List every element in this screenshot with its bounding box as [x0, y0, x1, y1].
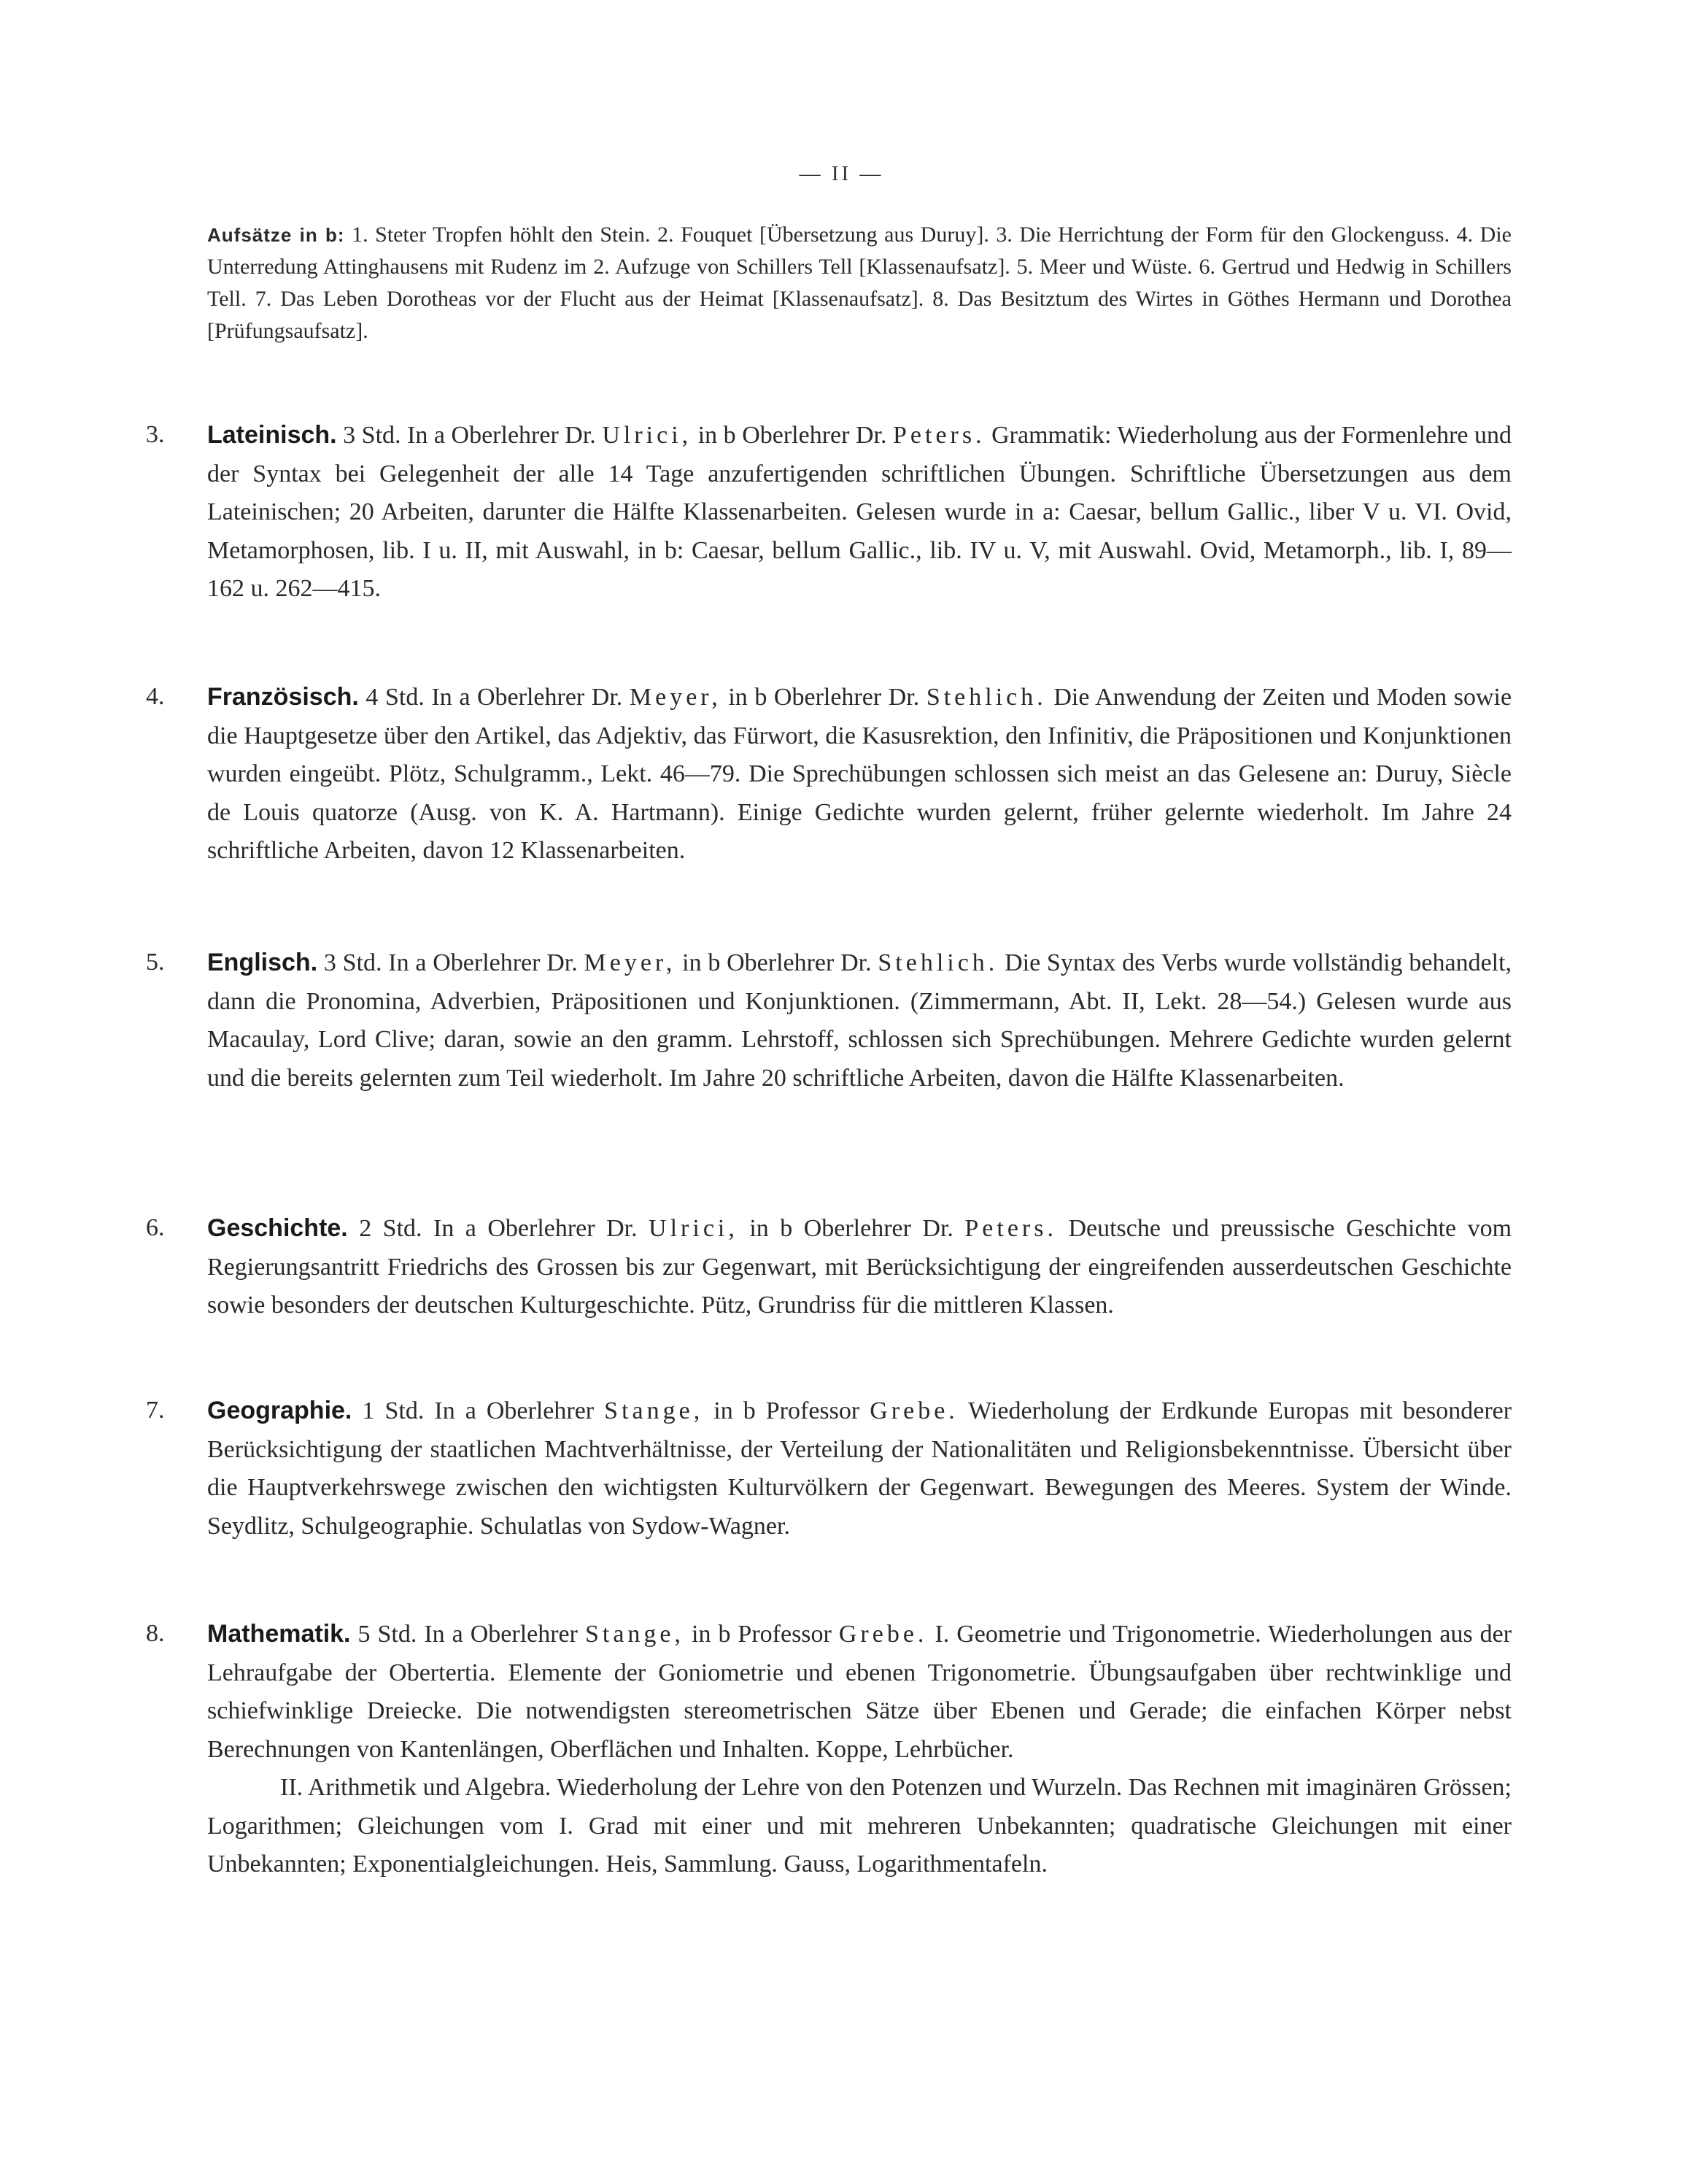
section-body: [207, 416, 1512, 609]
teacher-a-name: Stange,: [604, 1397, 704, 1424]
section-number: 4.: [146, 683, 165, 710]
section-subject: Lateinisch.: [207, 421, 337, 449]
section-mathematik: [146, 1615, 1512, 1884]
teacher-a-name: Ulrici,: [649, 1215, 738, 1242]
section-body: [207, 1209, 1512, 1325]
section-paragraph-2: II. Arithmetik und Algebra. Wiederholung der Lehre von den Potenzen und Wurzeln. Das Rechnen mit imaginären Grössen; Logarithmen; Gleichungen vom I. Grad mit einer und mit mehreren Unbekannten; quadratische Gleichungen mit einer Unbekannten; Exponentialgleichungen. Heis, Sammlung. Gauss, Logarithmentafeln.: [207, 1774, 1512, 1878]
section-subject: Geographie.: [207, 1397, 352, 1424]
section-body: [207, 1615, 1512, 1884]
section-body: [207, 944, 1512, 1097]
aufsaetze-paragraph: [207, 219, 1512, 347]
section-number: 5.: [146, 949, 165, 976]
teacher-b-name: Stehlich.: [878, 949, 999, 976]
teacher-b-name: Grebe.: [870, 1397, 959, 1424]
section-text: Deutsche und preussische Geschichte vom Regierungsantritt Friedrichs des Grossen bis zur Gegenwart, mit Berücksichtigung der eingreifenden ausserdeutschen Geschichte sowie besonders der deutschen Kulturgeschichte. Pütz, Grundriss für die mittleren Klassen.: [207, 1215, 1512, 1319]
section-hours: 1 Std.: [362, 1397, 425, 1424]
section-text: Grammatik: Wiederholung aus der Formenlehre und der Syntax bei Gelegenheit der alle 14 Tage anzufertigenden schriftlichen Übungen. Schriftliche Übersetzungen aus dem Lateinischen; 20 Arbeiten, darunter die Hälfte Klassenarbeiten. Gelesen wurde in a: Caesar, bellum Gallic., liber V u. VI. Ovid, Metamorphosen, lib. I u. II, mit Auswahl, in b: Caesar, bellum Gallic., lib. IV u. V, mit Auswahl. Ovid, Metamorph., lib. I, 89—162 u. 262—415.: [207, 422, 1512, 602]
section-hours: 5 Std.: [357, 1621, 417, 1648]
section-teacher-intro-b: in b Oberlehrer Dr.: [728, 684, 920, 711]
teacher-b-name: Grebe.: [838, 1621, 928, 1648]
section-text: I. Geometrie und Trigonometrie. Wiederholungen aus der Lehraufgabe der Obertertia. Elemente der Goniometrie und ebenen Trigonometrie. Übungsaufgaben über rechtwinklige und schiefwinklige Dreiecke. Die notwendigsten stereometrischen Sätze über Ebenen und Gerade; die einfachen Körper nebst Berechnungen von Kantenlängen, Oberflächen und Inhalten. Koppe, Lehrbücher.: [207, 1621, 1512, 1763]
section-teacher-intro-a: In a Oberlehrer Dr.: [433, 1215, 638, 1242]
section-number: 6.: [146, 1214, 165, 1241]
teacher-b-name: Peters.: [964, 1215, 1057, 1242]
section-teacher-intro-b: in b Professor: [713, 1397, 860, 1424]
section-number: 8.: [146, 1620, 165, 1647]
section-subject: Mathematik.: [207, 1620, 351, 1648]
section-franzoesisch: [146, 678, 1512, 871]
section-body: [207, 678, 1512, 871]
section-teacher-intro-a: In a Oberlehrer Dr.: [407, 422, 596, 449]
section-text: Wiederholung der Erdkunde Europas mit besonderer Berücksichtigung der staatlichen Machtverhältnisse, der Verteilung der Nationalitäten und Religionsbekenntnisse. Übersicht über die Hauptverkehrswege zwischen den wichtigsten Kulturvölkern der Gegenwart. Bewegungen des Meeres. System der Winde. Seydlitz, Schulgeographie. Schulatlas von Sydow-Wagner.: [207, 1397, 1512, 1540]
section-teacher-intro-b: in b Oberlehrer Dr.: [697, 422, 887, 449]
section-number: 7.: [146, 1397, 165, 1424]
section-englisch: [146, 944, 1512, 1097]
section-teacher-intro-a: In a Oberlehrer: [424, 1621, 578, 1648]
section-teacher-intro-a: In a Oberlehrer Dr.: [431, 684, 623, 711]
section-geschichte: [146, 1209, 1512, 1325]
section-subject: Englisch.: [207, 949, 318, 976]
section-teacher-intro-b: in b Professor: [692, 1621, 832, 1648]
section-hours: 2 Std.: [359, 1215, 422, 1242]
section-hours: 3 Std.: [343, 422, 401, 449]
section-hours: 3 Std.: [323, 949, 382, 976]
aufsaetze-text: 1. Steter Tropfen höhlt den Stein. 2. Fouquet [Übersetzung aus Duruy]. 3. Die Herrichtung der Form für den Glockenguss. 4. Die Unterredung Attinghausens mit Rudenz im 2. Aufzuge von Schillers Tell [Klassenaufsatz]. 5. Meer und Wüste. 6. Gertrud und Hedwig in Schillers Tell. 7. Das Leben Dorotheas vor der Flucht aus der Heimat [Klassenaufsatz]. 8. Das Besitztum des Wirtes in Göthes Hermann und Dorothea [Prüfungsaufsatz].: [207, 223, 1512, 343]
section-paragraph-1: [207, 1615, 1512, 1769]
section-teacher-intro-a: In a Oberlehrer Dr.: [388, 949, 578, 976]
section-text: Die Syntax des Verbs wurde vollständig behandelt, dann die Pronomina, Adverbien, Präpositionen und Konjunktionen. (Zimmermann, Abt. II, Lekt. 28—54.) Gelesen wurde aus Macaulay, Lord Clive; daran, sowie an den gramm. Lehrstoff, schlossen sich Sprechübungen. Mehrere Gedichte wurden gelernt und die bereits gelernten zum Teil wiederholt. Im Jahre 20 schriftliche Arbeiten, davon die Hälfte Klassenarbeiten.: [207, 949, 1512, 1092]
section-teacher-intro-a: In a Oberlehrer: [434, 1397, 595, 1424]
section-geographie: [146, 1392, 1512, 1546]
page-number: — II —: [799, 162, 884, 185]
section-text: Die Anwendung der Zeiten und Moden sowie die Hauptgesetze über den Artikel, das Adjektiv, das Fürwort, die Kasusrektion, den Infinitiv, die Präpositionen und Konjunktionen wurden eingeübt. Plötz, Schulgramm., Lekt. 46—79. Die Sprechübungen schlossen sich meist an das Gelesene an: Duruy, Siècle de Louis quatorze (Ausg. von K. A. Hartmann). Einige Gedichte wurden gelernt, früher gelernte wiederholt. Im Jahre 24 schriftliche Arbeiten, davon 12 Klassenarbeiten.: [207, 684, 1512, 864]
teacher-a-name: Stange,: [584, 1621, 685, 1648]
section-body: [207, 1392, 1512, 1546]
section-latein: [146, 416, 1512, 609]
teacher-b-name: Peters.: [893, 422, 986, 449]
section-subject: Geschichte.: [207, 1214, 348, 1242]
section-hours: 4 Std.: [365, 684, 425, 711]
teacher-a-name: Meyer,: [584, 949, 676, 976]
section-number: 3.: [146, 421, 165, 448]
aufsaetze-label: Aufsätze in b:: [207, 224, 345, 246]
teacher-a-name: Ulrici,: [602, 422, 692, 449]
teacher-a-name: Meyer,: [629, 684, 721, 711]
teacher-b-name: Stehlich.: [926, 684, 1047, 711]
section-teacher-intro-b: in b Oberlehrer Dr.: [682, 949, 872, 976]
section-subject: Französisch.: [207, 683, 359, 711]
section-teacher-intro-b: in b Oberlehrer Dr.: [749, 1215, 953, 1242]
